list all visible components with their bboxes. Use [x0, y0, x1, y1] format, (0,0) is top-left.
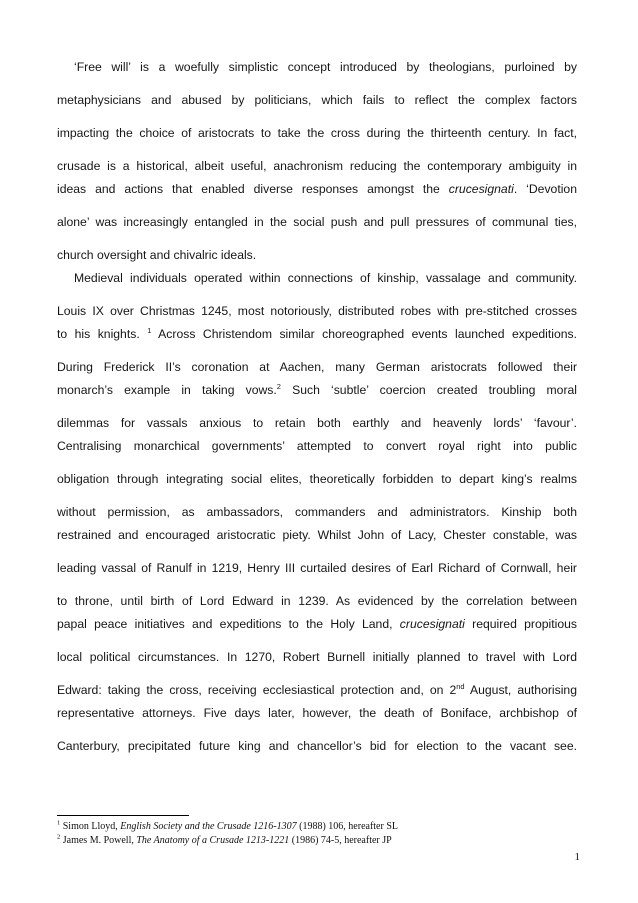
italic-term: crucesignati — [448, 182, 514, 196]
text-line: to his knights. $^1$ Across Christendom similar choreographed events launched expeditions. — [57, 325, 577, 341]
text-line: Edward: taking the cross, receiving ecclesiastical protection and, on 2nd August, authorising — [57, 681, 577, 697]
text-line: Louis IX over Christmas 1245, most notoriously, distributed robes with pre-stitched crosses — [57, 304, 577, 318]
text-line: ideas and actions that enabled diverse responses amongst the crucesignati. ‘Devotion — [57, 182, 577, 196]
footnote-number: 1 — [57, 819, 61, 827]
text-line: ‘Free will’ is a woefully simplistic concept introduced by theologians, purloined by — [74, 60, 577, 74]
text-line: obligation through integrating social elites, theoretically forbidden to depart king’s realms — [57, 472, 577, 486]
text-line: metaphysicians and abused by politicians, which fails to reflect the complex factors — [57, 93, 577, 107]
text-line: Canterbury, precipitated future king and chancellor’s bid for election to the vacant see. — [57, 739, 577, 753]
text-line: crusade is a historical, albeit useful, anachronism reducing the contemporary ambiguity in — [57, 159, 577, 173]
text-line: Centralising monarchical governments’ attempted to convert royal right into public — [57, 439, 577, 453]
italic-term: crucesignati — [399, 617, 465, 631]
text-line: Medieval individuals operated within connections of kinship, vassalage and community. — [74, 271, 577, 285]
text-line: During Frederick II’s coronation at Aachen, many German aristocrats followed their — [57, 360, 577, 374]
text-line: alone’ was increasingly entangled in the social push and pull pressures of communal ties, — [57, 215, 577, 229]
text-line: leading vassal of Ranulf in 1219, Henry III curtailed desires of Earl Richard of Cornwall, heir — [57, 561, 577, 575]
text-line: monarch’s example in taking vows.$^2$ Such ‘subtle’ coercion created troubling moral — [57, 381, 577, 397]
footnote-ref: 2 — [276, 381, 281, 391]
footnote-title: English Society and the Crusade 1216-1307 — [120, 821, 297, 832]
footnote-title: The Anatomy of a Crusade 1213-1221 — [136, 835, 290, 846]
text-line: dilemmas for vassals anxious to retain both earthly and heavenly lords’ ‘favour’. — [57, 416, 577, 430]
text-line: without permission, as ambassadors, commanders and administrators. Kinship both — [57, 505, 577, 519]
text-line: representative attorneys. Five days later, however, the death of Boniface, archbishop of — [57, 706, 577, 720]
text-line: restrained and encouraged aristocratic piety. Whilst John of Lacy, Chester constable, was — [57, 528, 577, 542]
footnote-divider — [57, 815, 189, 816]
text-line: church oversight and chivalric ideals. — [57, 248, 257, 262]
text-line: local political circumstances. In 1270, Robert Burnell initially planned to travel with Lord — [57, 650, 577, 664]
footnote: $^1$ Simon Lloyd, English Society and the Crusade 1216-1307 (1988) 106, hereafter SL — [57, 819, 398, 832]
ordinal-suffix: nd — [456, 681, 465, 691]
text-line: to throne, until birth of Lord Edward in 1239. As evidenced by the correlation between — [57, 594, 577, 608]
text-line: papal peace initiatives and expeditions to the Holy Land, crucesignati required propitious — [57, 617, 577, 631]
footnote-number: 2 — [57, 833, 61, 841]
text-line: impacting the choice of aristocrats to take the cross during the thirteenth century. In fact, — [57, 126, 577, 140]
footnote: $^2$ James M. Powell, The Anatomy of a Crusade 1213-1221 (1986) 74-5, hereafter JP — [57, 833, 392, 846]
page-number: 1 — [574, 851, 580, 863]
footnote-ref: 1 — [147, 325, 152, 335]
